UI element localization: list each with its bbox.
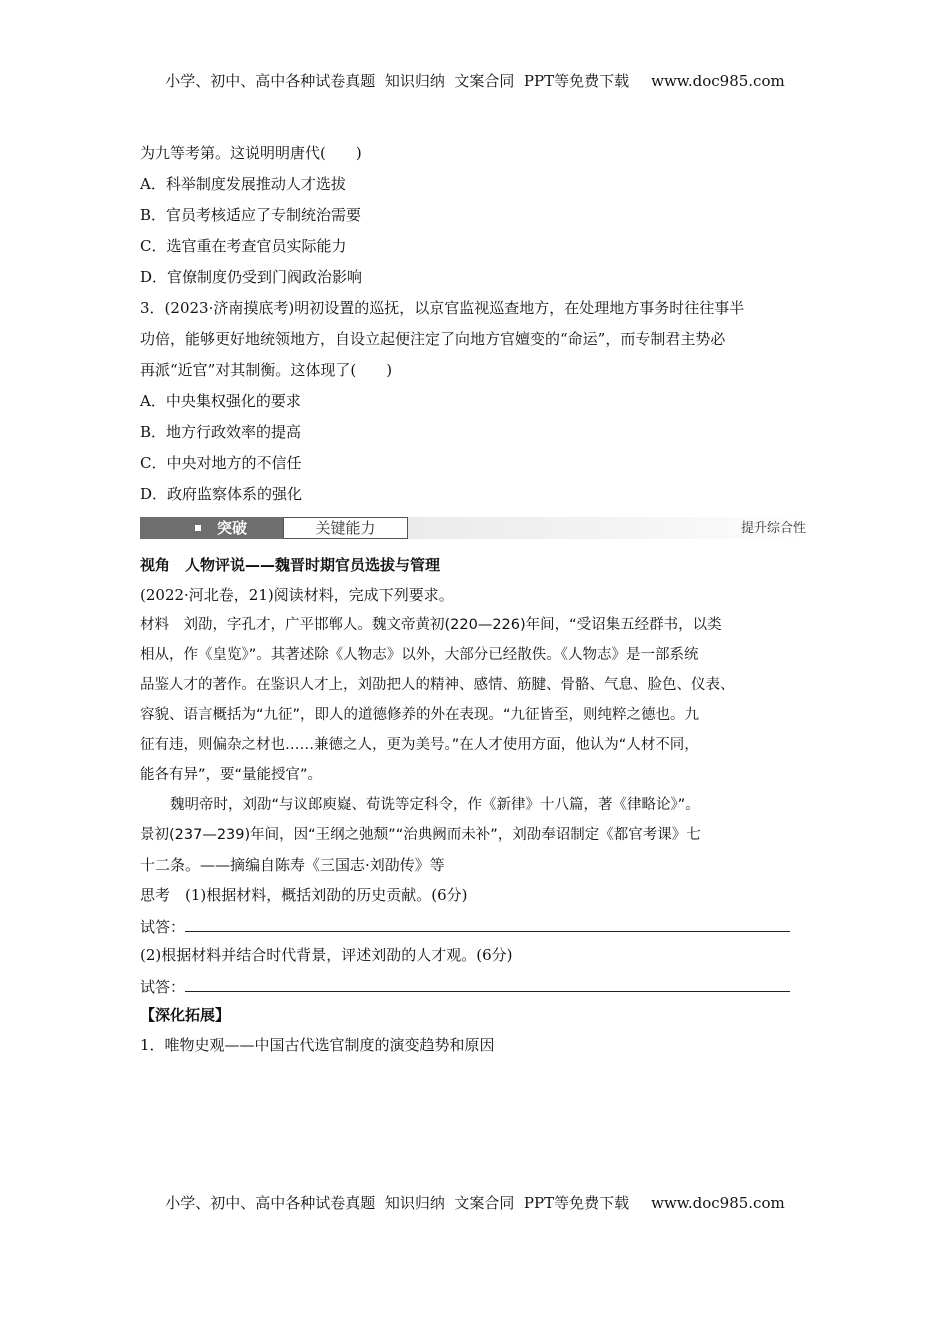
- think-question-2: (2)根据材料并结合时代背景，评述刘劭的人才观。(6分): [140, 946, 513, 964]
- answer-label-2: 试答：: [140, 978, 186, 996]
- section-banner: [140, 517, 810, 539]
- banner-label-1: 突破: [217, 519, 248, 537]
- q3-option-d: D．政府监察体系的强化: [140, 485, 303, 503]
- material-line-3: 品鉴人才的著作。在鉴识人才上，刘劭把人的精神、感情、筋腱、骨骼、气息、脸色、仪表、: [140, 677, 735, 693]
- q2-option-a: A．科举制度发展推动人才选拔: [140, 175, 346, 193]
- answer-row-1: [140, 915, 815, 945]
- q2-stem-end: 为九等考第。这说明明唐代( ): [140, 144, 362, 162]
- material-line-6: 能各有异”，要“量能授官”。: [140, 767, 323, 783]
- q3-option-a: A．中央集权强化的要求: [140, 392, 301, 410]
- section-source: (2022·河北卷，21)阅读材料，完成下列要求。: [140, 586, 454, 604]
- page-header: [0, 70, 950, 91]
- q2-option-b: B．官员考核适应了专制统治需要: [140, 206, 362, 224]
- q3-line-3: 再派“近官”对其制衡。这体现了( ): [140, 361, 393, 379]
- header-url[interactable]: www.doc985.com: [651, 72, 785, 90]
- document-body: [140, 143, 815, 1065]
- page-footer: [0, 1192, 950, 1213]
- header-text: 小学、初中、高中各种试卷真题 知识归纳 文案合同 PPT等免费下载: [165, 72, 630, 90]
- section-title: 视角 人物评说——魏晋时期官员选拔与管理: [140, 556, 441, 574]
- material-line-1: 材料 刘劭，字孔才，广平邯郸人。魏文帝黄初(220—226)年间，“受诏集五经群书，以类: [140, 617, 722, 633]
- q2-option-c: C．选官重在考查官员实际能力: [140, 237, 347, 255]
- square-bullet-icon: [195, 525, 201, 531]
- material-line-2: 相从，作《皇览》”。其著述除《人物志》以外，大部分已经散佚。《人物志》是一部系统: [140, 647, 699, 663]
- answer-label-1: 试答：: [140, 918, 186, 936]
- q3-line-2: 功倍，能够更好地统领地方，自设立起便注定了向地方官嬗变的“命运”，而专制君主势必: [140, 330, 726, 348]
- extension-title: 【深化拓展】: [140, 1006, 231, 1024]
- answer-line-1[interactable]: [185, 915, 790, 932]
- banner-label-primary: [140, 517, 283, 539]
- material-line-5: 征有违，则偏杂之材也……兼德之人，更为美号。”在人才使用方面，他认为“人材不同，: [140, 737, 699, 753]
- answer-line-2[interactable]: [185, 975, 790, 992]
- footer-text: 小学、初中、高中各种试卷真题 知识归纳 文案合同 PPT等免费下载: [165, 1194, 630, 1212]
- material2-line-2: 景初(237—239)年间，因“王纲之弛颓”“治典阙而未补”，刘劭奉诏制定《都官考课》七: [140, 827, 701, 843]
- banner-label-2: 关键能力: [283, 517, 408, 539]
- q3-line-1: 3．(2023·济南摸底考)明初设置的巡抚，以京官监视巡查地方，在处理地方事务时往往事半: [140, 299, 745, 317]
- q3-option-b: B．地方行政效率的提高: [140, 423, 302, 441]
- material2-line-3: 十二条。——摘编自陈寿《三国志·刘劭传》等: [140, 856, 445, 874]
- material-line-4: 容貌、语言概括为“九征”，即人的道德修养的外在表现。“九征皆至，则纯粹之德也。九: [140, 707, 700, 723]
- q3-option-c: C．中央对地方的不信任: [140, 454, 302, 472]
- think-question-1: 思考 (1)根据材料，概括刘劭的历史贡献。(6分): [140, 886, 468, 904]
- material2-line-1: 魏明帝时，刘劭“与议郎庾嶷、荀诜等定科令，作《新律》十八篇，著《律略论》”。: [170, 797, 700, 813]
- footer-url[interactable]: www.doc985.com: [651, 1194, 785, 1212]
- q2-option-d: D．官僚制度仍受到门阀政治影响: [140, 268, 363, 286]
- banner-label-3: 提升综合性: [740, 521, 806, 536]
- extension-item-1: 1．唯物史观——中国古代选官制度的演变趋势和原因: [140, 1036, 495, 1054]
- answer-row-2: [140, 975, 815, 1005]
